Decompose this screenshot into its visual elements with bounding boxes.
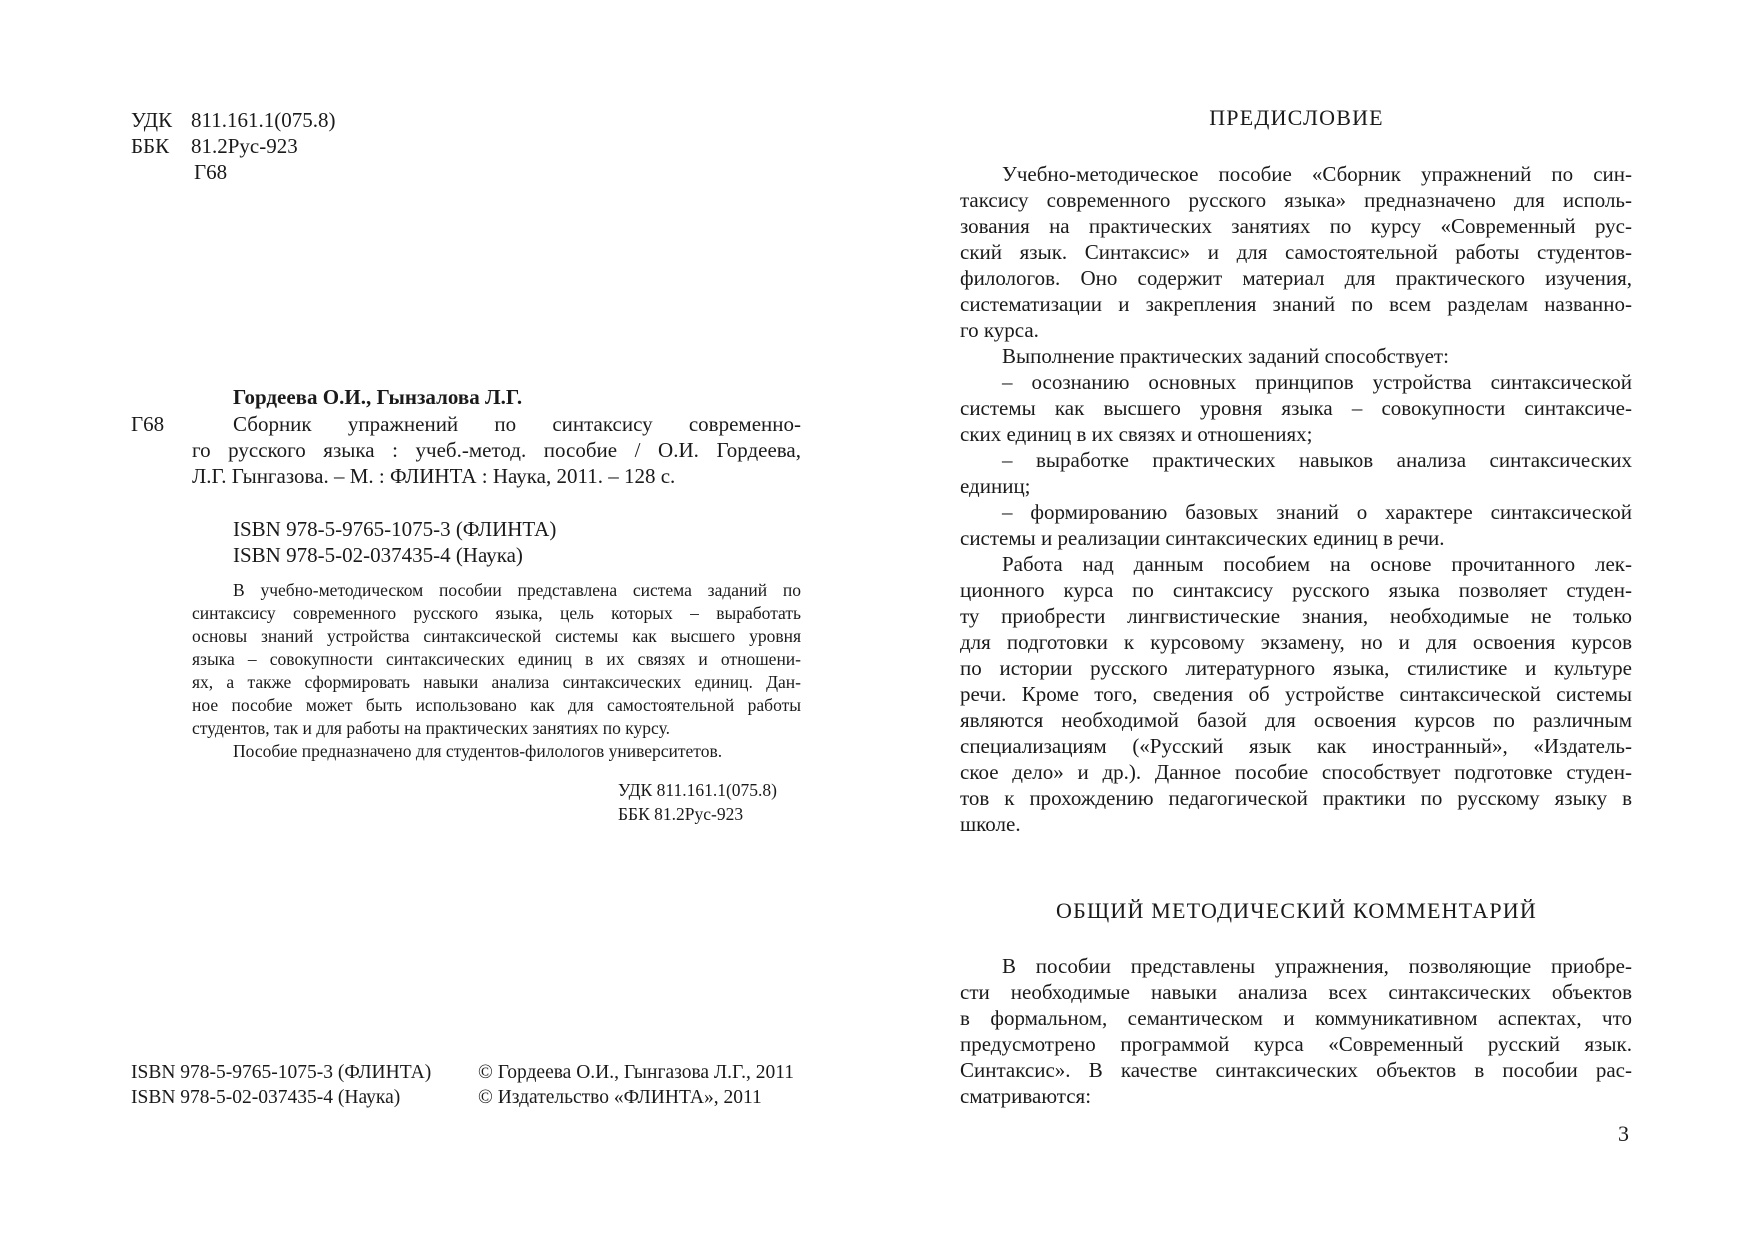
bbk-value: 81.2Рус-923	[191, 134, 298, 158]
annotation-line: В учебно-методическом пособии представлена система заданий по	[233, 580, 801, 600]
preface-line: по истории русского литературного языка, стилистике и культуре	[960, 656, 1632, 680]
preface-line: школе.	[960, 812, 1021, 836]
preface-line: ский язык. Синтаксис» и для самостоятельной работы студентов-	[960, 240, 1632, 264]
udk-row	[131, 107, 431, 134]
footer-isbn: ISBN 978-5-9765-1075-3 (ФЛИНТА)	[131, 1062, 432, 1083]
preface-line: зования на практических занятиях по курсу «Современный рус-	[960, 214, 1632, 238]
comment-line: предусмотрено программой курса «Современный русский язык.	[960, 1032, 1632, 1056]
udk-value: 811.161.1(075.8)	[191, 108, 336, 132]
footer-copyright: © Издательство «ФЛИНТА», 2011	[478, 1087, 762, 1108]
preface-line: ское дело» и др.). Данное пособие способствует подготовке студен-	[960, 760, 1632, 784]
author-mark-top: Г68	[194, 160, 228, 184]
udk-label: УДК	[131, 108, 173, 132]
preface-line: речи. Кроме того, сведения об устройстве синтаксической системы	[960, 682, 1632, 706]
catalog-author-mark: Г68	[131, 412, 165, 436]
annotation-line: ях, а также сформировать навыки анализа синтаксических единиц. Дан-	[192, 672, 801, 692]
preface-line: единиц;	[960, 474, 1031, 498]
preface-line: ционного курса по синтаксису русского языка позволяет студен-	[960, 578, 1632, 602]
page-number: 3	[1618, 1121, 1629, 1146]
isbn-line: ISBN 978-5-02-037435-4 (Наука)	[233, 543, 523, 567]
udk-code: УДК 811.161.1(075.8)	[618, 780, 777, 800]
preface-heading: ПРЕДИСЛОВИЕ	[1209, 105, 1384, 130]
annotation-line: Пособие предназначено для студентов-филологов университетов.	[233, 741, 723, 761]
preface-line: тов к прохождению педагогической практики по русскому языку в	[960, 786, 1632, 810]
preface-line: Работа над данным пособием на основе прочитанного лек-	[1002, 552, 1632, 576]
preface-line: го курса.	[960, 318, 1039, 342]
annotation-line: студентов, так и для работы на практических занятиях по курсу.	[192, 718, 670, 738]
preface-line: Выполнение практических заданий способствует:	[1002, 344, 1449, 368]
preface-line: системы и реализации синтаксических единиц в речи.	[960, 526, 1445, 550]
classification-block	[131, 107, 431, 197]
comment-heading: ОБЩИЙ МЕТОДИЧЕСКИЙ КОММЕНТАРИЙ	[1056, 898, 1537, 923]
comment-line: в формальном, семантическом и коммуникативном аспектах, что	[960, 1006, 1632, 1030]
preface-line: таксису современного русского языка» предназначено для исполь-	[960, 188, 1632, 212]
annotation-line: языка – совокупности синтаксических единиц в их связях и отношени-	[192, 649, 801, 669]
description-line: Сборник упражнений по синтаксису современно-	[233, 412, 801, 436]
comment-line: Синтаксис». В качестве синтаксических объектов в пособии рас-	[960, 1058, 1632, 1082]
preface-line: системы как высшего уровня языка – совокупности синтаксиче-	[960, 396, 1632, 420]
preface-line: являются необходимой базой для освоения курсов по различным	[960, 708, 1632, 732]
bbk-row	[131, 133, 431, 160]
preface-line: – осознанию основных принципов устройства синтаксической	[1002, 370, 1632, 394]
preface-line: – формированию базовых знаний о характере синтаксической	[1002, 500, 1632, 524]
preface-line: специализациям («Русский язык как иностранный», «Издатель-	[960, 734, 1632, 758]
preface-line: ту приобрести лингвистические знания, необходимые не только	[960, 604, 1632, 628]
annotation-line: ное пособие может быть использовано как для самостоятельной работы	[192, 695, 801, 715]
preface-line: ских единиц в их связях и отношениях;	[960, 422, 1313, 446]
footer-isbn: ISBN 978-5-02-037435-4 (Наука)	[131, 1087, 401, 1108]
description-line: го русского языка : учеб.-метод. пособие / О.И. Гордеева,	[192, 438, 801, 462]
preface-line: – выработке практических навыков анализа синтаксических	[1002, 448, 1632, 472]
bbk-label: ББК	[131, 134, 170, 158]
bbk-code: ББК 81.2Рус-923	[618, 804, 744, 824]
catalog-authors: Гордеева О.И., Гынзалова Л.Г.	[233, 385, 523, 409]
comment-line: сти необходимые навыки анализа всех синтаксических объектов	[960, 980, 1632, 1004]
description-line: Л.Г. Гынгазова. – М. : ФЛИНТА : Наука, 2011. – 128 с.	[192, 464, 676, 488]
annotation-line: основы знаний устройства синтаксической системы как высшего уровня	[192, 626, 801, 646]
footer-copyright: © Гордеева О.И., Гынгазова Л.Г., 2011	[478, 1062, 794, 1083]
preface-line: Учебно-методическое пособие «Сборник упражнений по син-	[1002, 162, 1632, 186]
annotation-line: синтаксису современного русского языка, цель которых – выработать	[192, 603, 801, 623]
preface-line: систематизации и закрепления знаний по всем разделам названно-	[960, 292, 1632, 316]
comment-line: сматриваются:	[960, 1084, 1092, 1108]
preface-line: филологов. Оно содержит материал для практического изучения,	[960, 266, 1632, 290]
isbn-line: ISBN 978-5-9765-1075-3 (ФЛИНТА)	[233, 517, 557, 541]
preface-line: для подготовки к курсовому экзамену, но и для освоения курсов	[960, 630, 1632, 654]
comment-line: В пособии представлены упражнения, позволяющие приобре-	[1002, 954, 1632, 978]
